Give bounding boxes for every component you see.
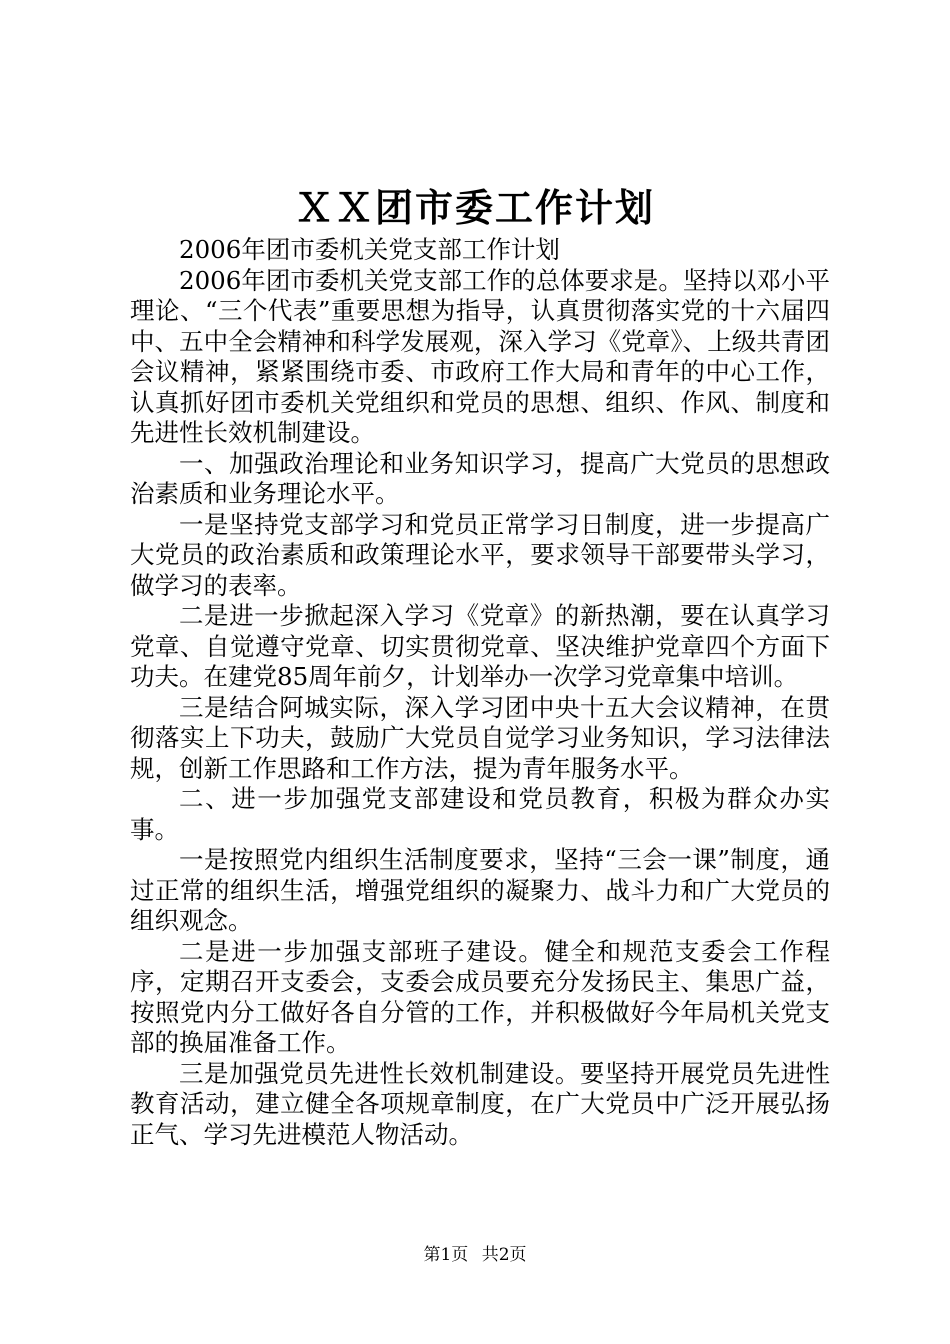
paragraph: 三是加强党员先进性长效机制建设。要坚持开展党员先进性教育活动，建立健全各项规章制度，在广大党员中广泛开展弘扬正气、学习先进模范人物活动。 [130, 1058, 830, 1149]
section-heading: 一、加强政治理论和业务知识学习，提高广大党员的思想政治素质和业务理论水平。 [130, 448, 830, 508]
page-number: 第1页 [423, 1245, 469, 1265]
document-title: ＸＸ团市委工作计划 [294, 185, 655, 230]
section-heading: 二、进一步加强党支部建设和党员教育，积极为群众办实事。 [130, 784, 830, 844]
paragraph: 2006年团市委机关党支部工作的总体要求是。坚持以邓小平理论、“三个代表”重要思想为指导，认真贯彻落实党的十六届四中、五中全会精神和科学发展观，深入学习《党章》、上级共青团会议精神，紧紧围绕市委、市政府工作大局和青年的中心工作，认真抓好团市委机关党组织和党员的思想、组织、作风、制度和先进性长效机制建设。 [130, 265, 830, 447]
paragraph: 一是坚持党支部学习和党员正常学习日制度，进一步提高广大党员的政治素质和政策理论水平，要求领导干部要带头学习，做学习的表率。 [130, 509, 830, 600]
paragraph: 三是结合阿城实际，深入学习团中央十五大会议精神，在贯彻落实上下功夫，鼓励广大党员自觉学习业务知识，学习法律法规，创新工作思路和工作方法，提为青年服务水平。 [130, 692, 830, 783]
paragraph: 二是进一步加强支部班子建设。健全和规范支委会工作程序，定期召开支委会，支委会成员要充分发扬民主、集思广益，按照党内分工做好各自分管的工作，并积极做好今年局机关党支部的换届准备工作。 [130, 936, 830, 1057]
paragraph: 二是进一步掀起深入学习《党章》的新热潮，要在认真学习党章、自觉遵守党章、切实贯彻党章、坚决维护党章四个方面下功夫。在建党85周年前夕，计划举办一次学习党章集中培训。 [130, 601, 830, 691]
paragraph: 一是按照党内组织生活制度要求，坚持“三会一课”制度，通过正常的组织生活，增强党组织的凝聚力、战斗力和广大党员的组织观念。 [130, 845, 830, 935]
paragraph: 2006年团市委机关党支部工作计划 [179, 235, 560, 264]
document-body [130, 235, 830, 1150]
page-total: 共2页 [481, 1245, 527, 1265]
page-footer [0, 1243, 950, 1267]
